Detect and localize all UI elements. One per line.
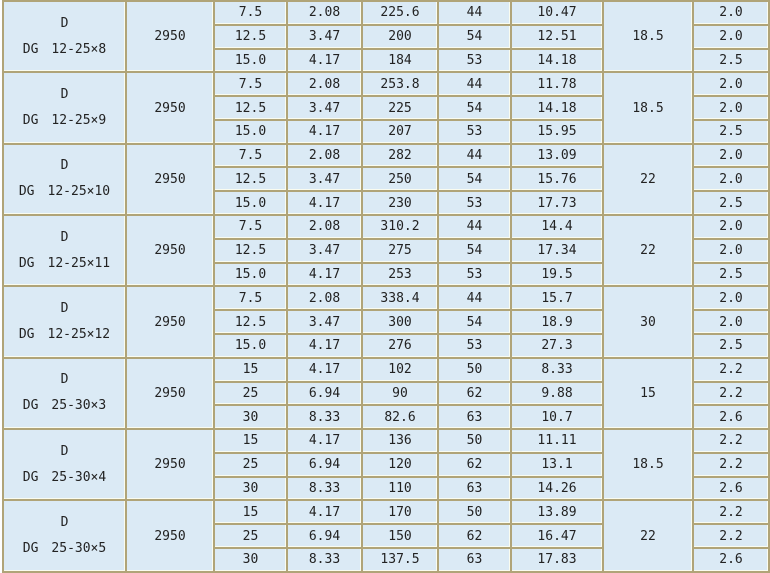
table-row: [3, 215, 769, 239]
cell-flow-ls: 8.33: [287, 477, 362, 501]
cell-head-m: 282: [362, 144, 438, 168]
cell-head-m: 253.8: [362, 72, 438, 96]
table-row: [3, 429, 769, 453]
cell-flow-ls: 4.17: [287, 429, 362, 453]
cell-efficiency-pct: 54: [438, 310, 511, 334]
cell-flow-ls: 8.33: [287, 405, 362, 429]
cell-shaft-power-kw: 17.83: [511, 548, 603, 572]
cell-shaft-power-kw: 10.47: [511, 1, 603, 25]
cell-shaft-power-kw: 14.4: [511, 215, 603, 239]
pump-model-prefix: DG: [22, 469, 39, 485]
cell-efficiency-pct: 62: [438, 382, 511, 406]
cell-efficiency-pct: 44: [438, 144, 511, 168]
cell-speed-rpm: 2950: [126, 72, 214, 143]
cell-flow-ls: 4.17: [287, 120, 362, 144]
cell-flow-ls: 6.94: [287, 382, 362, 406]
cell-pump-model: [3, 1, 126, 72]
cell-flow-ls: 4.17: [287, 49, 362, 73]
cell-flow-m3h: 15: [214, 429, 287, 453]
cell-efficiency-pct: 53: [438, 120, 511, 144]
cell-flow-ls: 4.17: [287, 334, 362, 358]
cell-npsh-m: 2.0: [693, 239, 769, 263]
table-row: [3, 72, 769, 96]
cell-head-m: 338.4: [362, 286, 438, 310]
cell-npsh-m: 2.0: [693, 1, 769, 25]
cell-efficiency-pct: 54: [438, 25, 511, 49]
cell-flow-m3h: 15.0: [214, 49, 287, 73]
cell-efficiency-pct: 54: [438, 167, 511, 191]
cell-head-m: 110: [362, 477, 438, 501]
cell-efficiency-pct: 54: [438, 96, 511, 120]
cell-efficiency-pct: 44: [438, 286, 511, 310]
cell-motor-power-kw: 22: [603, 144, 693, 215]
table-row: [3, 358, 769, 382]
cell-flow-m3h: 15: [214, 358, 287, 382]
cell-npsh-m: 2.2: [693, 382, 769, 406]
pump-model-size: 12-25×10: [47, 184, 111, 200]
table-row: [3, 500, 769, 524]
pump-model-prefix: DG: [22, 41, 39, 57]
cell-speed-rpm: 2950: [126, 500, 214, 572]
pump-spec-table: [2, 0, 770, 573]
cell-flow-m3h: 15: [214, 500, 287, 524]
cell-flow-m3h: 12.5: [214, 25, 287, 49]
cell-shaft-power-kw: 14.18: [511, 96, 603, 120]
pump-model-line: [4, 37, 125, 63]
cell-pump-model: [3, 144, 126, 215]
cell-pump-model: [3, 358, 126, 429]
cell-flow-ls: 8.33: [287, 548, 362, 572]
cell-motor-power-kw: 18.5: [603, 72, 693, 143]
pump-model-series: D: [60, 87, 69, 103]
cell-npsh-m: 2.0: [693, 25, 769, 49]
cell-flow-m3h: 12.5: [214, 310, 287, 334]
cell-motor-power-kw: 15: [603, 358, 693, 429]
pump-model-prefix: DG: [18, 327, 35, 343]
cell-shaft-power-kw: 15.7: [511, 286, 603, 310]
cell-flow-m3h: 15.0: [214, 120, 287, 144]
pump-model-size: 12-25×8: [51, 41, 107, 57]
cell-head-m: 82.6: [362, 405, 438, 429]
cell-flow-ls: 2.08: [287, 72, 362, 96]
cell-efficiency-pct: 53: [438, 334, 511, 358]
cell-shaft-power-kw: 15.76: [511, 167, 603, 191]
pump-model-line: [4, 465, 125, 491]
cell-flow-m3h: 12.5: [214, 96, 287, 120]
cell-flow-m3h: 12.5: [214, 239, 287, 263]
pump-model-size: 25-30×4: [51, 469, 107, 485]
cell-flow-m3h: 15.0: [214, 334, 287, 358]
pump-model-prefix: DG: [22, 398, 39, 414]
cell-npsh-m: 2.2: [693, 358, 769, 382]
cell-head-m: 170: [362, 500, 438, 524]
cell-flow-m3h: 7.5: [214, 215, 287, 239]
pump-model-series: D: [60, 158, 69, 174]
cell-npsh-m: 2.0: [693, 215, 769, 239]
cell-flow-m3h: 30: [214, 548, 287, 572]
cell-shaft-power-kw: 17.73: [511, 191, 603, 215]
cell-head-m: 200: [362, 25, 438, 49]
cell-motor-power-kw: 30: [603, 286, 693, 357]
cell-npsh-m: 2.2: [693, 500, 769, 524]
cell-head-m: 310.2: [362, 215, 438, 239]
cell-shaft-power-kw: 11.78: [511, 72, 603, 96]
pump-model-line: [4, 108, 125, 134]
pump-model-series: D: [60, 229, 69, 245]
cell-efficiency-pct: 53: [438, 191, 511, 215]
cell-flow-ls: 6.94: [287, 524, 362, 548]
cell-flow-m3h: 7.5: [214, 72, 287, 96]
cell-motor-power-kw: 22: [603, 215, 693, 286]
pump-model-size: 12-25×9: [51, 113, 107, 129]
cell-npsh-m: 2.5: [693, 191, 769, 215]
cell-efficiency-pct: 63: [438, 548, 511, 572]
cell-shaft-power-kw: 14.18: [511, 49, 603, 73]
cell-flow-ls: 2.08: [287, 215, 362, 239]
cell-shaft-power-kw: 18.9: [511, 310, 603, 334]
pump-model-line: [4, 393, 125, 419]
cell-flow-ls: 3.47: [287, 310, 362, 334]
cell-pump-model: [3, 429, 126, 500]
cell-head-m: 275: [362, 239, 438, 263]
cell-efficiency-pct: 50: [438, 429, 511, 453]
cell-npsh-m: 2.2: [693, 453, 769, 477]
cell-motor-power-kw: 18.5: [603, 429, 693, 500]
cell-flow-ls: 4.17: [287, 358, 362, 382]
cell-flow-m3h: 30: [214, 405, 287, 429]
pump-model-line: [4, 322, 125, 348]
cell-speed-rpm: 2950: [126, 429, 214, 500]
cell-speed-rpm: 2950: [126, 1, 214, 72]
pump-model-prefix: DG: [22, 541, 39, 557]
pump-model-prefix: DG: [18, 184, 35, 200]
cell-efficiency-pct: 63: [438, 477, 511, 501]
cell-head-m: 120: [362, 453, 438, 477]
cell-speed-rpm: 2950: [126, 215, 214, 286]
cell-efficiency-pct: 62: [438, 524, 511, 548]
cell-speed-rpm: 2950: [126, 286, 214, 357]
cell-head-m: 90: [362, 382, 438, 406]
cell-shaft-power-kw: 12.51: [511, 25, 603, 49]
cell-flow-ls: 4.17: [287, 191, 362, 215]
cell-motor-power-kw: 18.5: [603, 1, 693, 72]
cell-shaft-power-kw: 15.95: [511, 120, 603, 144]
cell-shaft-power-kw: 13.09: [511, 144, 603, 168]
cell-shaft-power-kw: 10.7: [511, 405, 603, 429]
pump-model-line: [4, 179, 125, 205]
cell-npsh-m: 2.6: [693, 548, 769, 572]
cell-shaft-power-kw: 19.5: [511, 263, 603, 287]
cell-flow-m3h: 15.0: [214, 191, 287, 215]
cell-efficiency-pct: 50: [438, 358, 511, 382]
cell-efficiency-pct: 53: [438, 49, 511, 73]
cell-flow-ls: 4.17: [287, 263, 362, 287]
cell-speed-rpm: 2950: [126, 358, 214, 429]
cell-npsh-m: 2.0: [693, 310, 769, 334]
table-row: [3, 286, 769, 310]
cell-speed-rpm: 2950: [126, 144, 214, 215]
cell-efficiency-pct: 44: [438, 72, 511, 96]
pump-model-series: D: [60, 443, 69, 459]
cell-flow-ls: 2.08: [287, 144, 362, 168]
cell-head-m: 253: [362, 263, 438, 287]
cell-shaft-power-kw: 9.88: [511, 382, 603, 406]
cell-shaft-power-kw: 13.89: [511, 500, 603, 524]
cell-head-m: 225.6: [362, 1, 438, 25]
cell-head-m: 136: [362, 429, 438, 453]
cell-head-m: 137.5: [362, 548, 438, 572]
cell-motor-power-kw: 22: [603, 500, 693, 572]
cell-head-m: 250: [362, 167, 438, 191]
cell-flow-m3h: 7.5: [214, 286, 287, 310]
cell-efficiency-pct: 53: [438, 263, 511, 287]
cell-flow-ls: 2.08: [287, 1, 362, 25]
pump-model-size: 12-25×11: [47, 255, 111, 271]
cell-flow-m3h: 12.5: [214, 167, 287, 191]
cell-npsh-m: 2.2: [693, 429, 769, 453]
cell-head-m: 230: [362, 191, 438, 215]
cell-shaft-power-kw: 11.11: [511, 429, 603, 453]
cell-efficiency-pct: 62: [438, 453, 511, 477]
cell-pump-model: [3, 215, 126, 286]
cell-npsh-m: 2.0: [693, 286, 769, 310]
pump-model-prefix: DG: [18, 255, 35, 271]
cell-head-m: 184: [362, 49, 438, 73]
cell-npsh-m: 2.5: [693, 263, 769, 287]
cell-npsh-m: 2.0: [693, 144, 769, 168]
cell-head-m: 300: [362, 310, 438, 334]
cell-flow-m3h: 7.5: [214, 144, 287, 168]
cell-npsh-m: 2.6: [693, 405, 769, 429]
cell-efficiency-pct: 50: [438, 500, 511, 524]
cell-npsh-m: 2.5: [693, 49, 769, 73]
cell-npsh-m: 2.0: [693, 167, 769, 191]
cell-flow-m3h: 30: [214, 477, 287, 501]
cell-efficiency-pct: 44: [438, 1, 511, 25]
pump-model-size: 12-25×12: [47, 327, 111, 343]
cell-npsh-m: 2.2: [693, 524, 769, 548]
cell-npsh-m: 2.0: [693, 96, 769, 120]
cell-shaft-power-kw: 14.26: [511, 477, 603, 501]
cell-shaft-power-kw: 27.3: [511, 334, 603, 358]
cell-npsh-m: 2.6: [693, 477, 769, 501]
cell-flow-m3h: 25: [214, 382, 287, 406]
pump-model-series: D: [60, 372, 69, 388]
cell-shaft-power-kw: 16.47: [511, 524, 603, 548]
cell-head-m: 207: [362, 120, 438, 144]
cell-flow-m3h: 25: [214, 453, 287, 477]
cell-npsh-m: 2.5: [693, 120, 769, 144]
cell-shaft-power-kw: 17.34: [511, 239, 603, 263]
cell-flow-ls: 2.08: [287, 286, 362, 310]
pump-model-series: D: [60, 301, 69, 317]
pump-model-size: 25-30×5: [51, 541, 107, 557]
cell-shaft-power-kw: 8.33: [511, 358, 603, 382]
cell-npsh-m: 2.0: [693, 72, 769, 96]
pump-model-line: [4, 536, 125, 562]
pump-model-line: [4, 251, 125, 277]
cell-pump-model: [3, 72, 126, 143]
cell-efficiency-pct: 54: [438, 239, 511, 263]
cell-efficiency-pct: 63: [438, 405, 511, 429]
cell-flow-m3h: 25: [214, 524, 287, 548]
cell-flow-ls: 3.47: [287, 167, 362, 191]
pump-model-prefix: DG: [22, 113, 39, 129]
cell-flow-ls: 3.47: [287, 96, 362, 120]
table-row: [3, 1, 769, 25]
cell-flow-m3h: 15.0: [214, 263, 287, 287]
cell-npsh-m: 2.5: [693, 334, 769, 358]
cell-shaft-power-kw: 13.1: [511, 453, 603, 477]
cell-head-m: 102: [362, 358, 438, 382]
cell-flow-ls: 3.47: [287, 239, 362, 263]
pump-spec-table-body: [3, 1, 769, 572]
pump-model-series: D: [60, 515, 69, 531]
cell-pump-model: [3, 500, 126, 572]
cell-flow-ls: 4.17: [287, 500, 362, 524]
pump-model-size: 25-30×3: [51, 398, 107, 414]
cell-flow-ls: 6.94: [287, 453, 362, 477]
table-row: [3, 144, 769, 168]
cell-head-m: 150: [362, 524, 438, 548]
cell-efficiency-pct: 44: [438, 215, 511, 239]
cell-head-m: 276: [362, 334, 438, 358]
cell-flow-m3h: 7.5: [214, 1, 287, 25]
cell-head-m: 225: [362, 96, 438, 120]
pump-model-series: D: [60, 15, 69, 31]
cell-pump-model: [3, 286, 126, 357]
cell-flow-ls: 3.47: [287, 25, 362, 49]
